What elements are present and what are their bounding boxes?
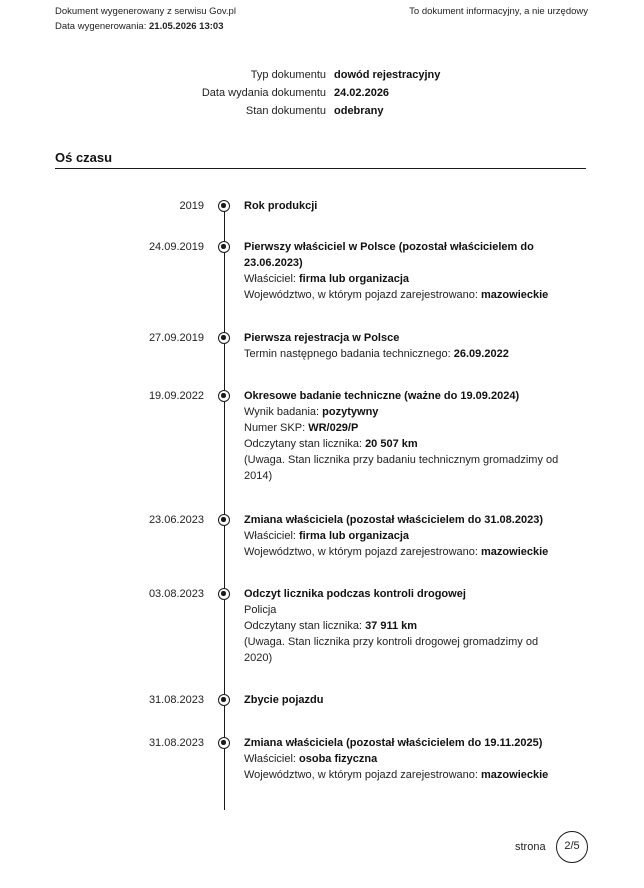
summary-row-issue-date: [0, 84, 644, 102]
event-detail-value: firma lub organizacja: [299, 530, 410, 542]
event-body: [244, 388, 564, 484]
generated-date-label: Data wygenerowania:: [55, 21, 147, 32]
event-detail-label: Termin następnego badania technicznego:: [244, 348, 454, 360]
event-title: Odczyt licznika podczas kontroli drogowej: [244, 588, 466, 600]
event-detail-label: Właściciel:: [244, 273, 300, 285]
summary-label: Data wydania dokumentu: [201, 87, 326, 99]
event-detail-line: [244, 528, 564, 544]
event-detail-label: Województwo, w którym pojazd zarejestrowano:: [244, 289, 482, 301]
event-detail-value: mazowieckie: [481, 769, 549, 781]
timeline-dot-icon: [218, 737, 230, 749]
timeline-dot-icon: [218, 241, 230, 253]
event-body: [244, 586, 564, 666]
event-body: [244, 239, 564, 303]
event-title: Zmiana właściciela (pozostał właścicielem do 31.08.2023): [244, 514, 543, 526]
event-body: [244, 692, 564, 708]
event-detail-label: Właściciel:: [244, 530, 300, 542]
event-date: 31.08.2023: [148, 737, 204, 749]
section-title: Oś czasu: [55, 150, 113, 165]
event-detail-label: Odczytany stan licznika:: [244, 620, 366, 632]
event-title: Okresowe badanie techniczne (ważne do 19.09.2024): [244, 390, 520, 402]
event-body: [244, 330, 564, 362]
page-label: strona: [515, 841, 546, 853]
event-title: Pierwszy właściciel w Polsce (pozostał właścicielem do 23.06.2023): [244, 241, 534, 269]
timeline-dot-icon: [218, 588, 230, 600]
event-detail-line: [244, 452, 564, 484]
event-detail-line: [244, 618, 564, 634]
event-date: 31.08.2023: [148, 694, 204, 706]
event-date: 19.09.2022: [148, 390, 204, 402]
event-detail-value: 37 911 km: [365, 620, 418, 632]
event-date: 03.08.2023: [148, 588, 204, 600]
timeline-dot-icon: [218, 694, 230, 706]
event-detail-label: Województwo, w którym pojazd zarejestrowano:: [244, 546, 482, 558]
event-detail-label: (Uwaga. Stan licznika przy kontroli drogowej gromadzimy od 2020): [244, 636, 539, 664]
event-title: Zbycie pojazdu: [244, 694, 324, 706]
summary-label: Typ dokumentu: [250, 69, 326, 81]
event-detail-line: [244, 751, 564, 767]
event-body: [244, 198, 564, 214]
event-detail-label: Województwo, w którym pojazd zarejestrowano:: [244, 769, 482, 781]
page-header-disclaimer: To dokument informacyjny, a nie urzędowy: [409, 6, 588, 17]
event-detail-line: [244, 602, 564, 618]
summary-value: dowód rejestracyjny: [334, 69, 441, 81]
event-detail-label: Numer SKP:: [244, 422, 309, 434]
timeline-dot-icon: [218, 332, 230, 344]
event-detail-line: [244, 346, 564, 362]
timeline-dot-icon: [218, 390, 230, 402]
event-detail-label: Odczytany stan licznika:: [244, 438, 366, 450]
summary-value: 24.02.2026: [334, 87, 390, 99]
event-detail-line: [244, 634, 564, 666]
section-divider: [55, 168, 586, 169]
event-detail-label: Wynik badania:: [244, 406, 323, 418]
event-detail-line: [244, 767, 564, 783]
generated-date-line: [55, 19, 236, 34]
event-title: Zmiana właściciela (pozostał właścicielem do 19.11.2025): [244, 737, 543, 749]
event-title: Rok produkcji: [244, 200, 318, 212]
event-detail-line: [244, 404, 564, 420]
event-detail-line: [244, 436, 564, 452]
document-summary: [0, 66, 644, 120]
event-detail-value: WR/029/P: [308, 422, 359, 434]
event-detail-value: mazowieckie: [481, 289, 549, 301]
event-date: 24.09.2019: [148, 241, 204, 253]
event-body: [244, 512, 564, 560]
summary-row-status: [0, 102, 644, 120]
summary-row-type: [0, 66, 644, 84]
event-detail-label: (Uwaga. Stan licznika przy badaniu technicznym gromadzimy od 2014): [244, 454, 559, 482]
event-detail-value: pozytywny: [322, 406, 379, 418]
event-date: 23.06.2023: [148, 514, 204, 526]
event-body: [244, 735, 564, 783]
event-detail-value: 26.09.2022: [453, 348, 509, 360]
event-detail-line: [244, 420, 564, 436]
timeline-axis: [224, 204, 225, 810]
summary-label: Stan dokumentu: [245, 105, 326, 117]
event-detail-line: [244, 287, 564, 303]
event-detail-line: [244, 544, 564, 560]
event-date: 27.09.2019: [148, 332, 204, 344]
event-detail-label: Policja: [244, 604, 277, 616]
summary-value: odebrany: [334, 105, 384, 117]
event-detail-line: [244, 271, 564, 287]
page-number-badge: 2/5: [556, 831, 588, 863]
timeline-dot-icon: [218, 200, 230, 212]
event-detail-value: 20 507 km: [365, 438, 418, 450]
generated-date-value: 21.05.2026 13:03: [149, 21, 224, 32]
event-detail-value: osoba fizyczna: [299, 753, 378, 765]
event-date: 2019: [179, 200, 204, 212]
page-header-left: [55, 4, 236, 34]
event-detail-value: firma lub organizacja: [299, 273, 410, 285]
timeline-dot-icon: [218, 514, 230, 526]
event-detail-value: mazowieckie: [481, 546, 549, 558]
event-detail-label: Właściciel:: [244, 753, 300, 765]
generated-source-text: Dokument wygenerowany z serwisu Gov.pl: [55, 6, 236, 17]
event-title: Pierwsza rejestracja w Polsce: [244, 332, 400, 344]
